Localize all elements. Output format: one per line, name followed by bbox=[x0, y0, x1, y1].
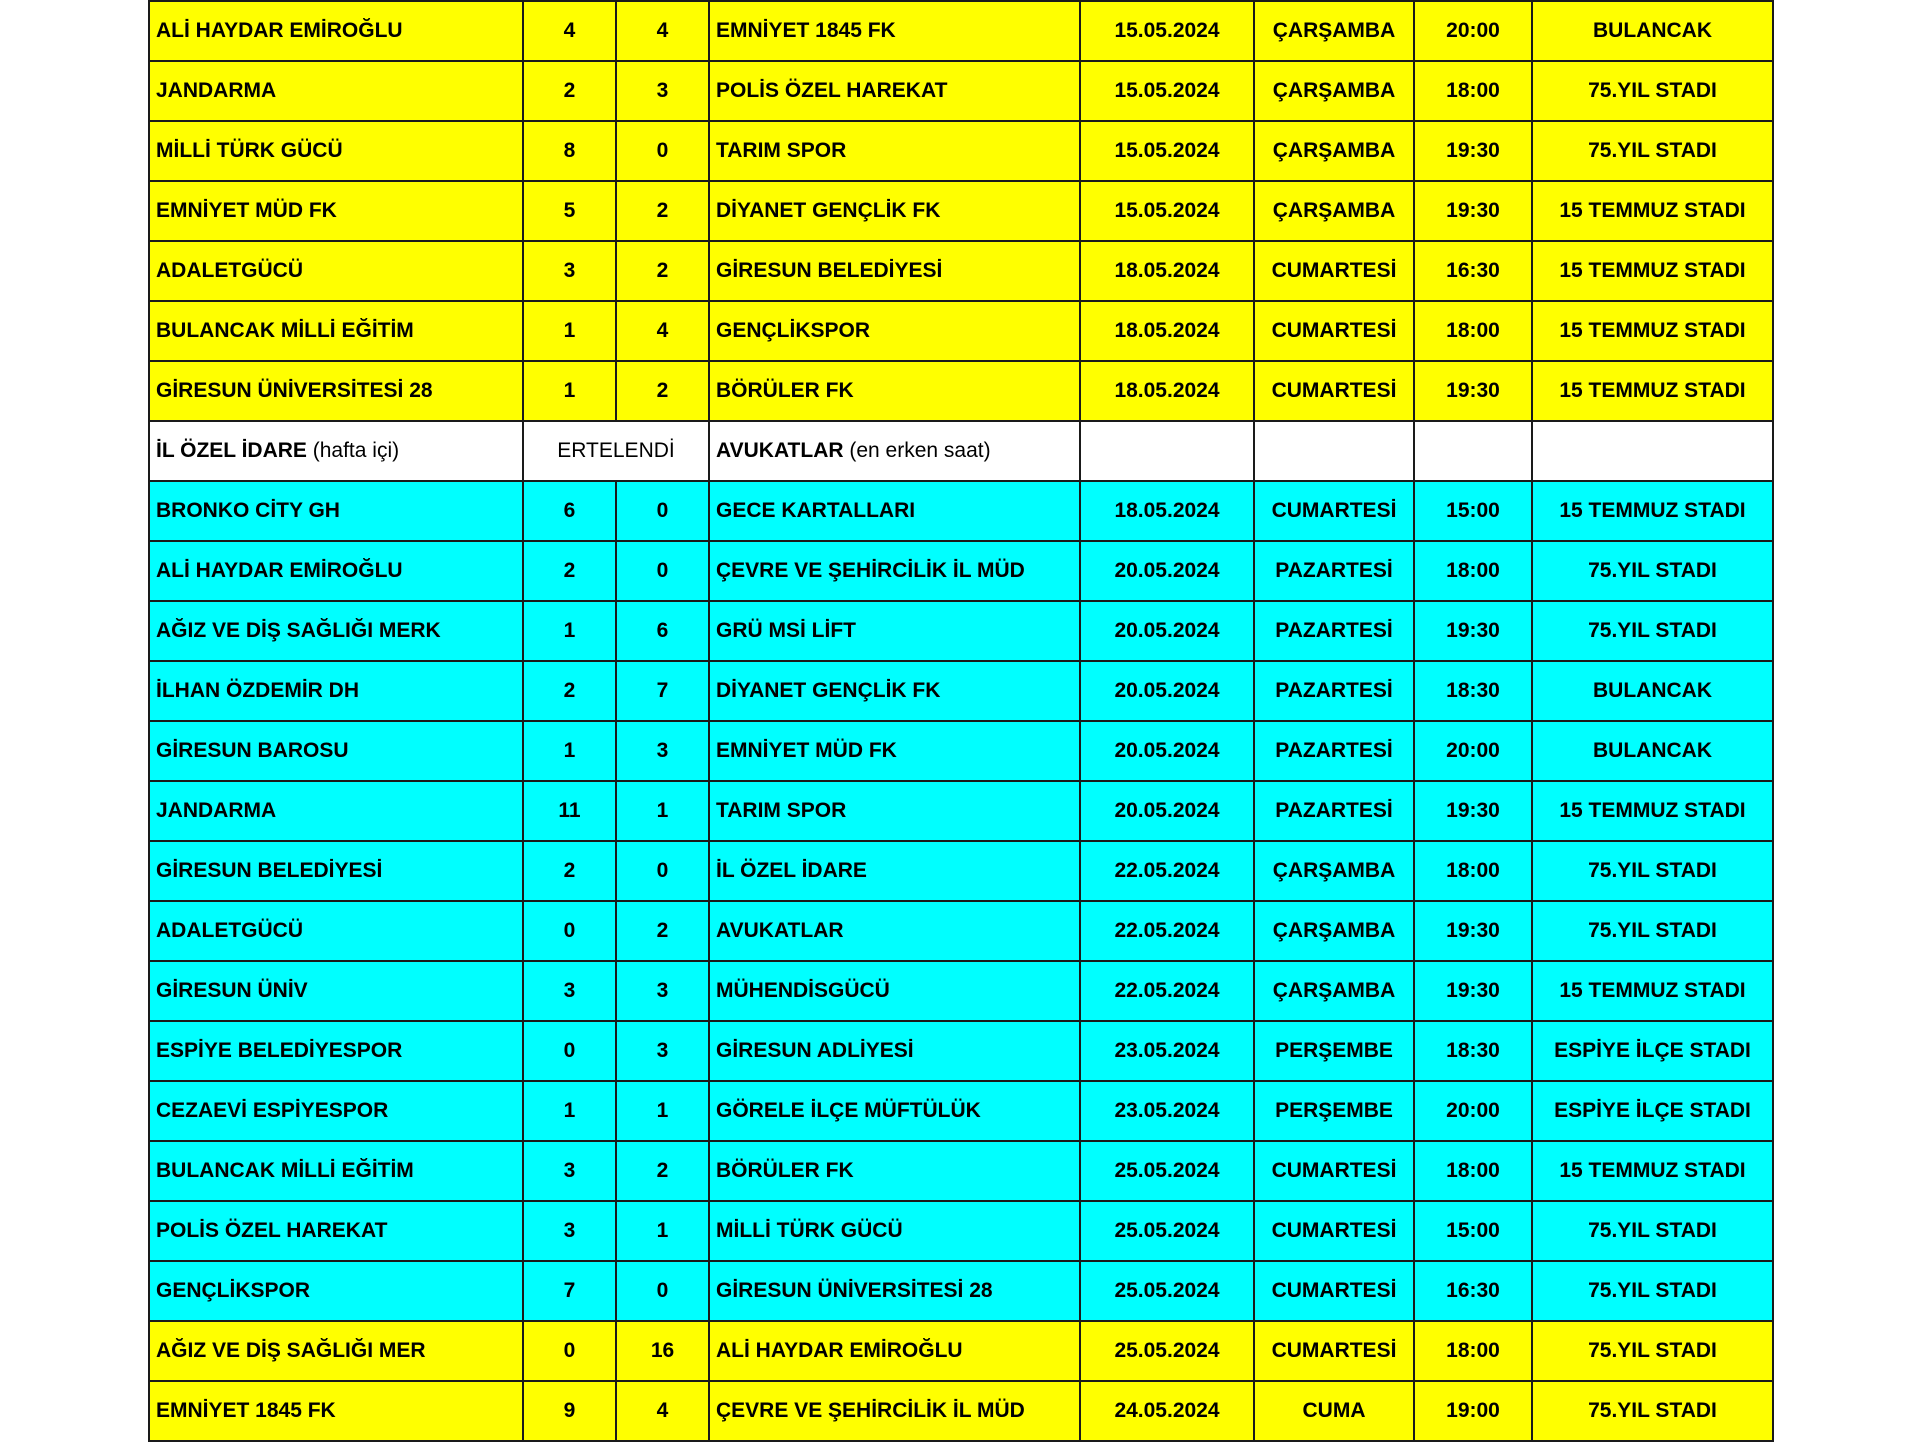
match-venue: BULANCAK bbox=[1532, 1, 1773, 61]
away-score: 3 bbox=[616, 1021, 709, 1081]
home-score: 7 bbox=[523, 1261, 616, 1321]
home-team: GİRESUN ÜNİV bbox=[149, 961, 523, 1021]
match-row bbox=[149, 1081, 1773, 1141]
home-team: JANDARMA bbox=[149, 61, 523, 121]
away-score: 0 bbox=[616, 541, 709, 601]
match-row bbox=[149, 1021, 1773, 1081]
home-team: AĞIZ VE DİŞ SAĞLIĞI MER bbox=[149, 1321, 523, 1381]
home-team: ESPİYE BELEDİYESPOR bbox=[149, 1021, 523, 1081]
away-team: GRÜ MSİ LİFT bbox=[709, 601, 1080, 661]
home-score: 9 bbox=[523, 1381, 616, 1441]
home-team: BULANCAK MİLLİ EĞİTİM bbox=[149, 1141, 523, 1201]
home-team: BRONKO CİTY GH bbox=[149, 481, 523, 541]
home-score: 5 bbox=[523, 181, 616, 241]
home-team: GENÇLİKSPOR bbox=[149, 1261, 523, 1321]
home-score: 0 bbox=[523, 1321, 616, 1381]
away-team: GECE KARTALLARI bbox=[709, 481, 1080, 541]
home-team: GİRESUN BELEDİYESİ bbox=[149, 841, 523, 901]
home-score: 1 bbox=[523, 601, 616, 661]
home-team: BULANCAK MİLLİ EĞİTİM bbox=[149, 301, 523, 361]
match-day: ÇARŞAMBA bbox=[1254, 901, 1414, 961]
home-team: CEZAEVİ ESPİYESPOR bbox=[149, 1081, 523, 1141]
home-score: 3 bbox=[523, 241, 616, 301]
match-venue: BULANCAK bbox=[1532, 661, 1773, 721]
away-score: 1 bbox=[616, 1201, 709, 1261]
match-row bbox=[149, 901, 1773, 961]
match-row bbox=[149, 661, 1773, 721]
match-time: 16:30 bbox=[1414, 241, 1532, 301]
home-team: EMNİYET 1845 FK bbox=[149, 1381, 523, 1441]
match-date: 18.05.2024 bbox=[1080, 481, 1254, 541]
match-day: PAZARTESİ bbox=[1254, 601, 1414, 661]
away-score: 0 bbox=[616, 1261, 709, 1321]
match-time: 18:00 bbox=[1414, 301, 1532, 361]
match-time: 16:30 bbox=[1414, 1261, 1532, 1321]
home-team: GİRESUN BAROSU bbox=[149, 721, 523, 781]
match-time: 18:00 bbox=[1414, 1321, 1532, 1381]
away-team: MÜHENDİSGÜCÜ bbox=[709, 961, 1080, 1021]
match-time: 18:00 bbox=[1414, 541, 1532, 601]
away-score: 6 bbox=[616, 601, 709, 661]
match-date: 20.05.2024 bbox=[1080, 721, 1254, 781]
match-row bbox=[149, 241, 1773, 301]
match-row bbox=[149, 481, 1773, 541]
match-date: 18.05.2024 bbox=[1080, 241, 1254, 301]
away-team: GİRESUN ÜNİVERSİTESİ 28 bbox=[709, 1261, 1080, 1321]
fixtures-body bbox=[149, 1, 1773, 1441]
match-time: 18:00 bbox=[1414, 841, 1532, 901]
match-date: 18.05.2024 bbox=[1080, 301, 1254, 361]
home-score: 3 bbox=[523, 1141, 616, 1201]
match-row bbox=[149, 361, 1773, 421]
match-row bbox=[149, 1201, 1773, 1261]
match-day: CUMARTESİ bbox=[1254, 241, 1414, 301]
home-team: JANDARMA bbox=[149, 781, 523, 841]
away-team: TARIM SPOR bbox=[709, 781, 1080, 841]
match-date: 15.05.2024 bbox=[1080, 61, 1254, 121]
away-team: İL ÖZEL İDARE bbox=[709, 841, 1080, 901]
away-team: AVUKATLAR (en erken saat) bbox=[709, 421, 1080, 481]
away-score: 2 bbox=[616, 241, 709, 301]
away-score: 0 bbox=[616, 481, 709, 541]
match-row bbox=[149, 121, 1773, 181]
match-day: PERŞEMBE bbox=[1254, 1081, 1414, 1141]
match-date: 25.05.2024 bbox=[1080, 1321, 1254, 1381]
match-time bbox=[1414, 421, 1532, 481]
away-score: 4 bbox=[616, 301, 709, 361]
away-team: AVUKATLAR bbox=[709, 901, 1080, 961]
home-team: ADALETGÜCÜ bbox=[149, 901, 523, 961]
match-time: 19:30 bbox=[1414, 781, 1532, 841]
home-team: POLİS ÖZEL HAREKAT bbox=[149, 1201, 523, 1261]
away-team: GİRESUN BELEDİYESİ bbox=[709, 241, 1080, 301]
away-team: POLİS ÖZEL HAREKAT bbox=[709, 61, 1080, 121]
match-row bbox=[149, 721, 1773, 781]
home-team: İLHAN ÖZDEMİR DH bbox=[149, 661, 523, 721]
home-score: 0 bbox=[523, 1021, 616, 1081]
match-time: 18:30 bbox=[1414, 661, 1532, 721]
home-team: MİLLİ TÜRK GÜCÜ bbox=[149, 121, 523, 181]
match-venue: 75.YIL STADI bbox=[1532, 541, 1773, 601]
match-day: CUMARTESİ bbox=[1254, 361, 1414, 421]
match-day: ÇARŞAMBA bbox=[1254, 121, 1414, 181]
match-time: 15:00 bbox=[1414, 481, 1532, 541]
away-team: BÖRÜLER FK bbox=[709, 361, 1080, 421]
match-day: ÇARŞAMBA bbox=[1254, 61, 1414, 121]
away-score: 2 bbox=[616, 181, 709, 241]
match-date: 20.05.2024 bbox=[1080, 781, 1254, 841]
match-row bbox=[149, 1, 1773, 61]
match-venue: 75.YIL STADI bbox=[1532, 601, 1773, 661]
match-row bbox=[149, 1321, 1773, 1381]
match-date: 24.05.2024 bbox=[1080, 1381, 1254, 1441]
match-day: ÇARŞAMBA bbox=[1254, 841, 1414, 901]
match-row bbox=[149, 61, 1773, 121]
home-team: EMNİYET MÜD FK bbox=[149, 181, 523, 241]
match-row bbox=[149, 301, 1773, 361]
match-time: 19:30 bbox=[1414, 961, 1532, 1021]
match-venue: 75.YIL STADI bbox=[1532, 1261, 1773, 1321]
match-venue: 15 TEMMUZ STADI bbox=[1532, 481, 1773, 541]
match-venue: 15 TEMMUZ STADI bbox=[1532, 241, 1773, 301]
away-team: DİYANET GENÇLİK FK bbox=[709, 661, 1080, 721]
away-score: 0 bbox=[616, 121, 709, 181]
match-time: 19:00 bbox=[1414, 1381, 1532, 1441]
away-team: TARIM SPOR bbox=[709, 121, 1080, 181]
away-score: 16 bbox=[616, 1321, 709, 1381]
away-score: 3 bbox=[616, 61, 709, 121]
away-team: ÇEVRE VE ŞEHİRCİLİK İL MÜD bbox=[709, 1381, 1080, 1441]
match-day: ÇARŞAMBA bbox=[1254, 1, 1414, 61]
away-score: 2 bbox=[616, 1141, 709, 1201]
match-time: 15:00 bbox=[1414, 1201, 1532, 1261]
match-venue: 15 TEMMUZ STADI bbox=[1532, 181, 1773, 241]
away-team: EMNİYET MÜD FK bbox=[709, 721, 1080, 781]
home-score: 1 bbox=[523, 301, 616, 361]
match-time: 18:30 bbox=[1414, 1021, 1532, 1081]
home-score: 1 bbox=[523, 361, 616, 421]
match-day: CUMARTESİ bbox=[1254, 1321, 1414, 1381]
home-score: 0 bbox=[523, 901, 616, 961]
match-day: PAZARTESİ bbox=[1254, 541, 1414, 601]
match-venue: 75.YIL STADI bbox=[1532, 841, 1773, 901]
match-time: 18:00 bbox=[1414, 1141, 1532, 1201]
match-day: ÇARŞAMBA bbox=[1254, 961, 1414, 1021]
match-date: 22.05.2024 bbox=[1080, 901, 1254, 961]
home-team: İL ÖZEL İDARE (hafta içi) bbox=[149, 421, 523, 481]
match-day: CUMARTESİ bbox=[1254, 1201, 1414, 1261]
match-time: 19:30 bbox=[1414, 121, 1532, 181]
home-team: ALİ HAYDAR EMİROĞLU bbox=[149, 1, 523, 61]
fixtures-table bbox=[148, 0, 1774, 1442]
away-score: 2 bbox=[616, 361, 709, 421]
match-day: PAZARTESİ bbox=[1254, 781, 1414, 841]
match-date bbox=[1080, 421, 1254, 481]
home-score: 2 bbox=[523, 841, 616, 901]
away-score: 3 bbox=[616, 721, 709, 781]
away-team: DİYANET GENÇLİK FK bbox=[709, 181, 1080, 241]
match-venue: 75.YIL STADI bbox=[1532, 1321, 1773, 1381]
away-team: GENÇLİKSPOR bbox=[709, 301, 1080, 361]
match-date: 15.05.2024 bbox=[1080, 121, 1254, 181]
match-day bbox=[1254, 421, 1414, 481]
match-date: 18.05.2024 bbox=[1080, 361, 1254, 421]
match-time: 20:00 bbox=[1414, 1081, 1532, 1141]
match-time: 19:30 bbox=[1414, 901, 1532, 961]
home-score: 1 bbox=[523, 1081, 616, 1141]
match-day: PERŞEMBE bbox=[1254, 1021, 1414, 1081]
match-row bbox=[149, 601, 1773, 661]
away-team: ÇEVRE VE ŞEHİRCİLİK İL MÜD bbox=[709, 541, 1080, 601]
match-venue: 75.YIL STADI bbox=[1532, 1381, 1773, 1441]
match-date: 20.05.2024 bbox=[1080, 541, 1254, 601]
home-team: ADALETGÜCÜ bbox=[149, 241, 523, 301]
home-team: AĞIZ VE DİŞ SAĞLIĞI MERK bbox=[149, 601, 523, 661]
away-team: MİLLİ TÜRK GÜCÜ bbox=[709, 1201, 1080, 1261]
home-score: 3 bbox=[523, 1201, 616, 1261]
match-venue: 75.YIL STADI bbox=[1532, 121, 1773, 181]
away-score: 4 bbox=[616, 1381, 709, 1441]
match-time: 19:30 bbox=[1414, 601, 1532, 661]
match-time: 20:00 bbox=[1414, 1, 1532, 61]
match-date: 20.05.2024 bbox=[1080, 661, 1254, 721]
match-row bbox=[149, 961, 1773, 1021]
away-team: GİRESUN ADLİYESİ bbox=[709, 1021, 1080, 1081]
match-date: 25.05.2024 bbox=[1080, 1141, 1254, 1201]
match-time: 19:30 bbox=[1414, 361, 1532, 421]
match-venue: 15 TEMMUZ STADI bbox=[1532, 781, 1773, 841]
match-row bbox=[149, 541, 1773, 601]
home-score: 11 bbox=[523, 781, 616, 841]
match-venue: 15 TEMMUZ STADI bbox=[1532, 1141, 1773, 1201]
match-venue: 15 TEMMUZ STADI bbox=[1532, 361, 1773, 421]
away-team: GÖRELE İLÇE MÜFTÜLÜK bbox=[709, 1081, 1080, 1141]
away-score: 2 bbox=[616, 901, 709, 961]
match-day: CUMARTESİ bbox=[1254, 1141, 1414, 1201]
match-status: ERTELENDİ bbox=[523, 421, 709, 481]
match-date: 23.05.2024 bbox=[1080, 1021, 1254, 1081]
match-venue bbox=[1532, 421, 1773, 481]
match-date: 15.05.2024 bbox=[1080, 181, 1254, 241]
home-score: 2 bbox=[523, 541, 616, 601]
match-venue: 75.YIL STADI bbox=[1532, 901, 1773, 961]
match-date: 20.05.2024 bbox=[1080, 601, 1254, 661]
match-day: CUMARTESİ bbox=[1254, 1261, 1414, 1321]
home-score: 4 bbox=[523, 1, 616, 61]
match-day: CUMARTESİ bbox=[1254, 301, 1414, 361]
match-time: 20:00 bbox=[1414, 721, 1532, 781]
match-row bbox=[149, 1141, 1773, 1201]
match-day: PAZARTESİ bbox=[1254, 661, 1414, 721]
match-venue: 75.YIL STADI bbox=[1532, 61, 1773, 121]
home-score: 6 bbox=[523, 481, 616, 541]
match-venue: ESPİYE İLÇE STADI bbox=[1532, 1021, 1773, 1081]
match-row bbox=[149, 1381, 1773, 1441]
match-venue: 15 TEMMUZ STADI bbox=[1532, 961, 1773, 1021]
match-venue: 15 TEMMUZ STADI bbox=[1532, 301, 1773, 361]
away-team: EMNİYET 1845 FK bbox=[709, 1, 1080, 61]
match-row bbox=[149, 421, 1773, 481]
away-score: 1 bbox=[616, 781, 709, 841]
match-day: CUMA bbox=[1254, 1381, 1414, 1441]
away-team: ALİ HAYDAR EMİROĞLU bbox=[709, 1321, 1080, 1381]
match-date: 22.05.2024 bbox=[1080, 961, 1254, 1021]
home-score: 8 bbox=[523, 121, 616, 181]
match-row bbox=[149, 1261, 1773, 1321]
match-date: 23.05.2024 bbox=[1080, 1081, 1254, 1141]
home-score: 2 bbox=[523, 61, 616, 121]
match-date: 25.05.2024 bbox=[1080, 1261, 1254, 1321]
home-score: 2 bbox=[523, 661, 616, 721]
home-score: 3 bbox=[523, 961, 616, 1021]
match-row bbox=[149, 181, 1773, 241]
home-team: ALİ HAYDAR EMİROĞLU bbox=[149, 541, 523, 601]
away-score: 1 bbox=[616, 1081, 709, 1141]
match-venue: BULANCAK bbox=[1532, 721, 1773, 781]
match-row bbox=[149, 781, 1773, 841]
away-score: 3 bbox=[616, 961, 709, 1021]
home-team: GİRESUN ÜNİVERSİTESİ 28 bbox=[149, 361, 523, 421]
match-venue: 75.YIL STADI bbox=[1532, 1201, 1773, 1261]
match-day: PAZARTESİ bbox=[1254, 721, 1414, 781]
match-time: 18:00 bbox=[1414, 61, 1532, 121]
away-team: BÖRÜLER FK bbox=[709, 1141, 1080, 1201]
match-day: ÇARŞAMBA bbox=[1254, 181, 1414, 241]
match-date: 15.05.2024 bbox=[1080, 1, 1254, 61]
away-score: 0 bbox=[616, 841, 709, 901]
away-score: 7 bbox=[616, 661, 709, 721]
match-date: 22.05.2024 bbox=[1080, 841, 1254, 901]
match-date: 25.05.2024 bbox=[1080, 1201, 1254, 1261]
match-time: 19:30 bbox=[1414, 181, 1532, 241]
match-venue: ESPİYE İLÇE STADI bbox=[1532, 1081, 1773, 1141]
match-row bbox=[149, 841, 1773, 901]
home-score: 1 bbox=[523, 721, 616, 781]
match-day: CUMARTESİ bbox=[1254, 481, 1414, 541]
away-score: 4 bbox=[616, 1, 709, 61]
